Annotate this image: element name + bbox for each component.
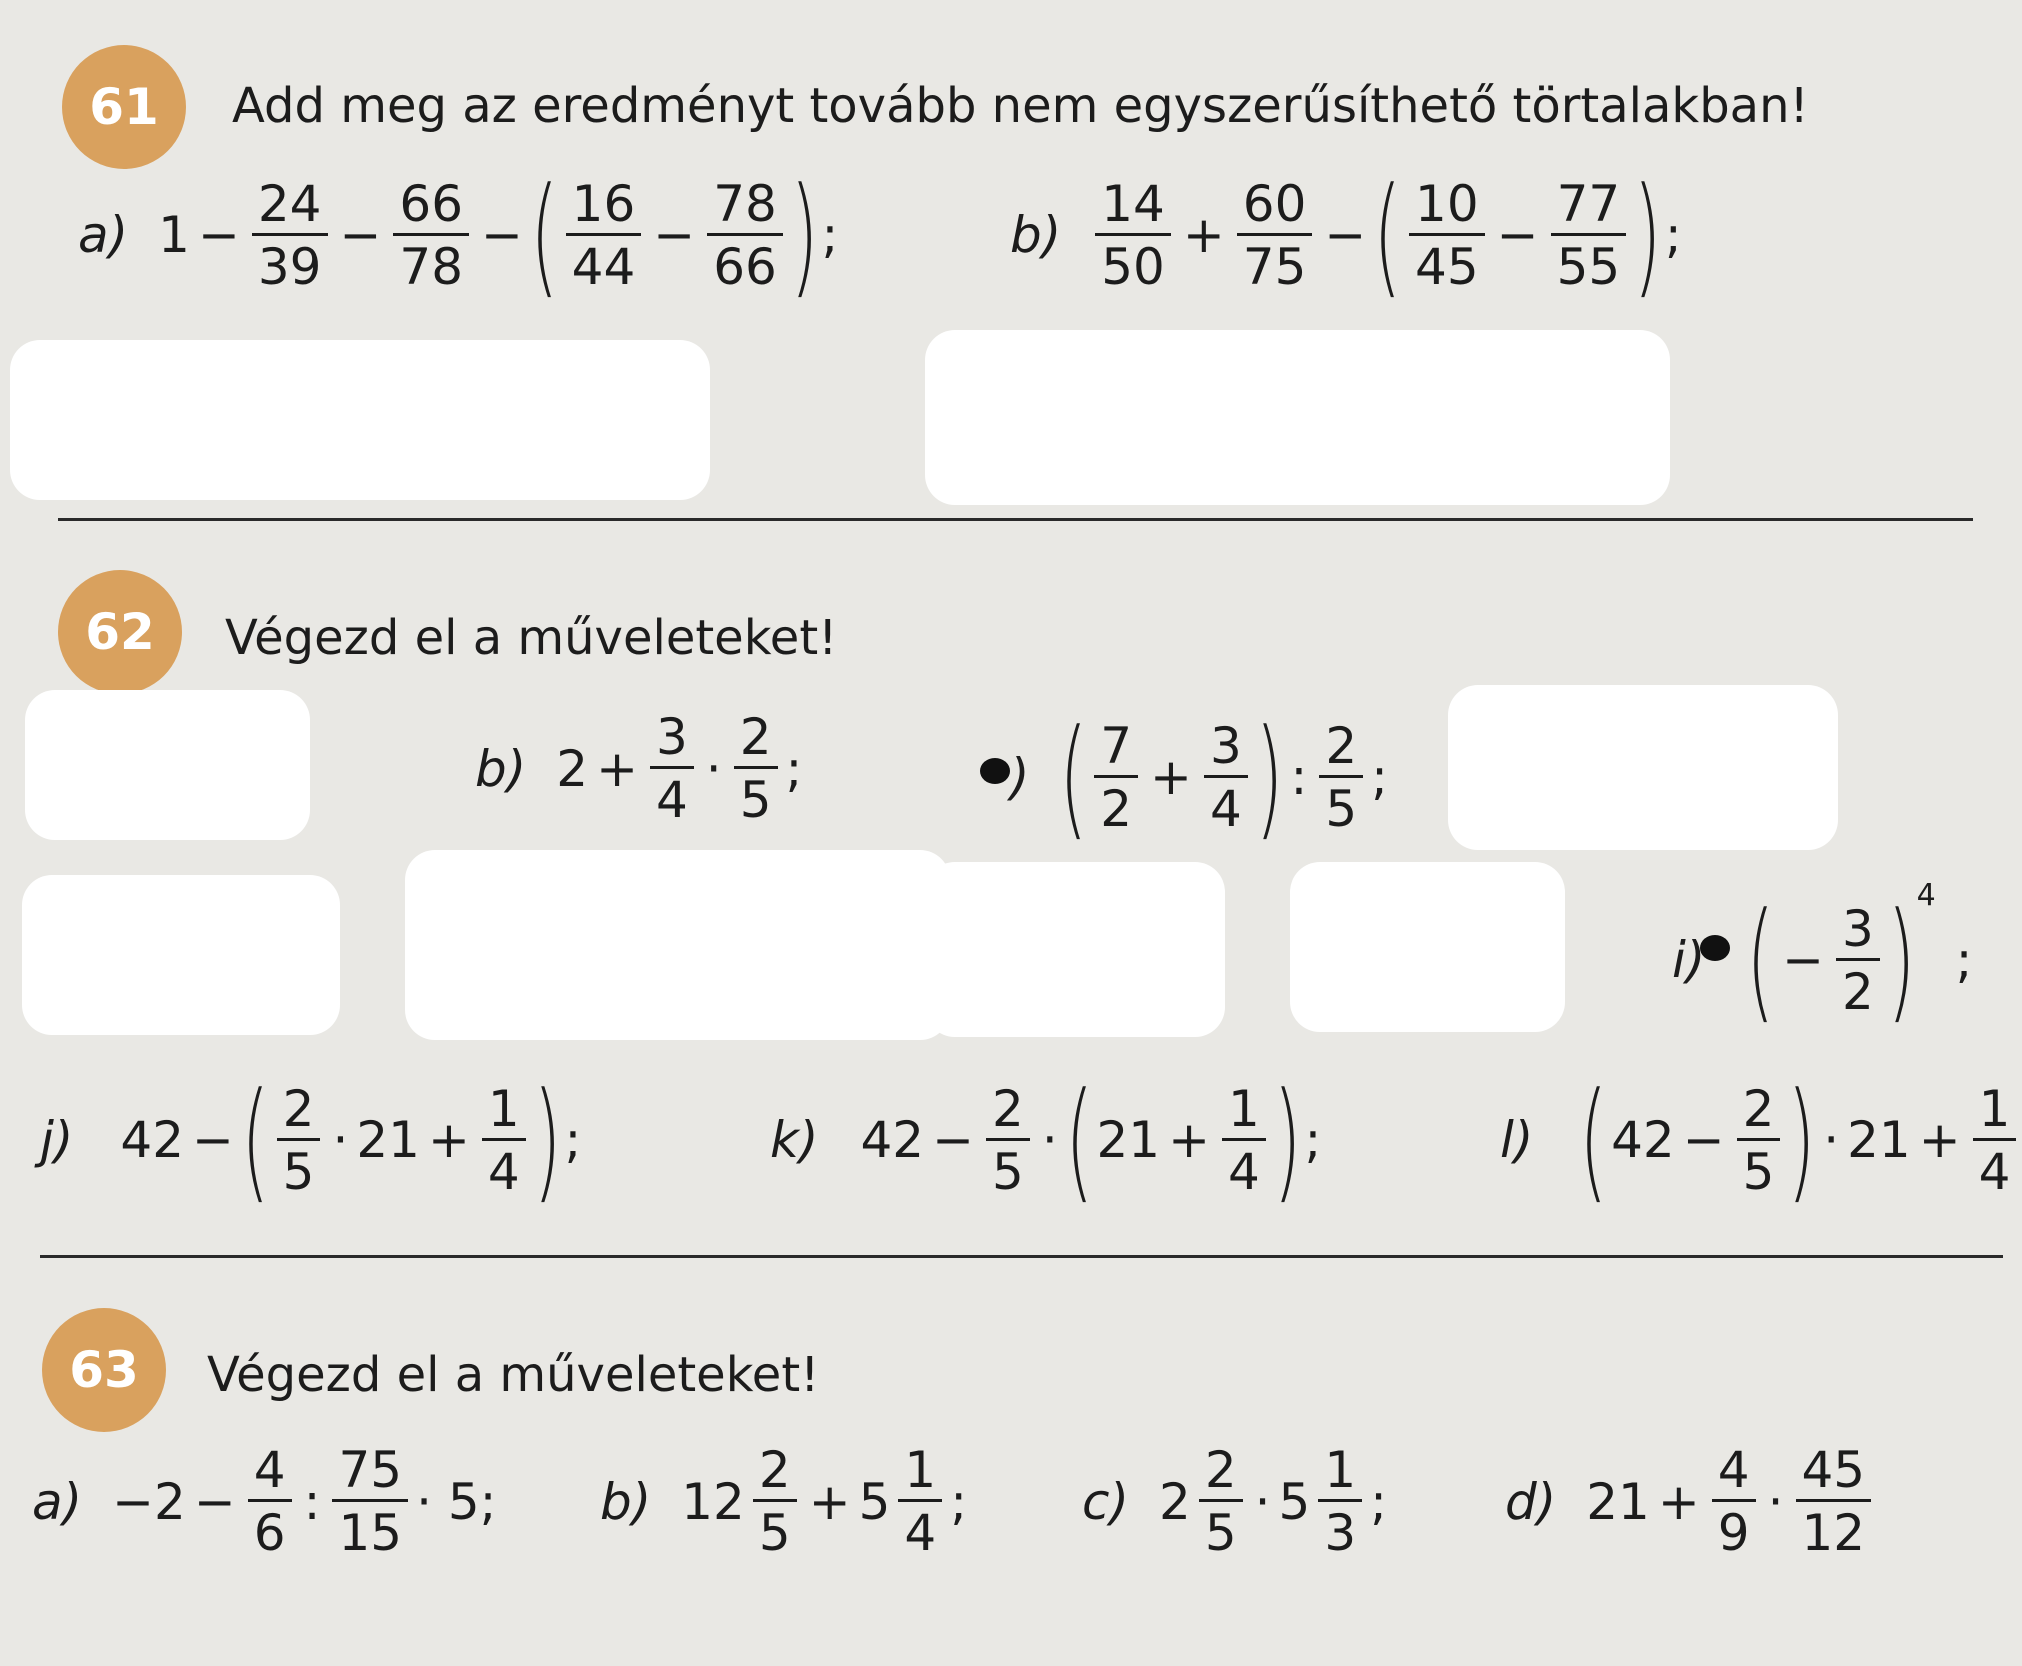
redaction-patch (925, 862, 1225, 1037)
fraction (252, 174, 328, 296)
fraction (1551, 174, 1627, 296)
semicolon: ; (564, 1111, 582, 1169)
redaction-patch (1448, 685, 1838, 850)
plus-sign: + (1657, 1472, 1700, 1531)
integer: 21 (1847, 1111, 1911, 1169)
dot-operator: · (1767, 1472, 1784, 1531)
left-paren: ( (1373, 159, 1402, 311)
left-paren: ( (1746, 884, 1775, 1036)
minus-sign: − (1496, 206, 1539, 264)
fraction (753, 1441, 797, 1562)
numerator: 14 (1095, 179, 1171, 236)
denominator: 66 (713, 237, 777, 296)
integer: 21 (1586, 1472, 1650, 1531)
numerator: 16 (566, 179, 642, 236)
minus-sign: − (1324, 206, 1367, 264)
plus-sign: + (596, 739, 638, 798)
numerator: 1 (898, 1445, 942, 1502)
dot-operator: · (1041, 1111, 1058, 1169)
fraction (1318, 1441, 1362, 1562)
denominator: 2 (1100, 779, 1133, 838)
numerator: 66 (393, 179, 469, 236)
item-label: k) (770, 1111, 819, 1169)
numerator: 1 (1222, 1084, 1266, 1141)
integer: 1 (158, 206, 190, 264)
denominator: 4 (1209, 779, 1242, 838)
fraction (1796, 1441, 1872, 1562)
problem-63-badge: 63 (42, 1308, 166, 1432)
semicolon: ; (950, 1472, 968, 1531)
semicolon: ; (1955, 931, 1973, 989)
plus-sign: + (1182, 206, 1225, 264)
plus-sign: + (1150, 748, 1192, 806)
integer: 21 (356, 1111, 420, 1169)
problem-62-badge: 62 (58, 570, 182, 694)
right-paren: ) (533, 1064, 562, 1216)
whole-part: 5 (1278, 1472, 1311, 1531)
denominator: 39 (257, 237, 322, 296)
item-label: b) (475, 739, 527, 798)
problem-62j-expression (40, 1064, 583, 1216)
integer: −2 (112, 1472, 186, 1531)
numerator: 2 (986, 1084, 1030, 1141)
item-label: ) (1010, 748, 1030, 806)
section-divider (40, 1255, 2003, 1258)
plus-sign: + (1918, 1111, 1961, 1169)
integer: 42 (1611, 1111, 1675, 1169)
numerator: 60 (1237, 179, 1313, 236)
numerator: 24 (252, 179, 328, 236)
fraction (1199, 1441, 1243, 1562)
left-paren: ( (241, 1064, 270, 1216)
dot-operator: · (705, 739, 722, 798)
numerator: 2 (753, 1445, 797, 1502)
dot-operator: · (1254, 1472, 1271, 1531)
fraction (248, 1441, 292, 1562)
denominator: 15 (338, 1504, 403, 1562)
numerator: 1 (1318, 1445, 1362, 1502)
denominator: 5 (1204, 1504, 1237, 1562)
denominator: 4 (904, 1504, 937, 1562)
numerator: 3 (1204, 721, 1248, 778)
fraction (1409, 174, 1485, 296)
denominator: 5 (758, 1504, 791, 1562)
fraction (1095, 174, 1171, 296)
fraction (1737, 1079, 1781, 1201)
problem-63c-expression (1082, 1441, 1389, 1562)
fraction (650, 708, 694, 829)
right-paren: ) (1633, 159, 1662, 311)
fraction (1319, 716, 1363, 838)
numerator: 2 (734, 712, 778, 769)
colon-operator: : (1290, 748, 1308, 806)
problem-63-instruction: Végezd el a műveleteket! (207, 1347, 820, 1403)
denominator: 50 (1101, 237, 1165, 296)
right-paren: ) (1273, 1064, 1302, 1216)
numerator: 2 (1737, 1084, 1781, 1141)
left-paren: ( (530, 159, 559, 311)
denominator: 4 (1227, 1142, 1260, 1201)
plus-sign: + (1168, 1111, 1210, 1169)
expression-tail: · 5; (416, 1472, 497, 1531)
integer: 42 (860, 1111, 925, 1169)
fraction (482, 1079, 526, 1201)
denominator: 9 (1717, 1504, 1750, 1562)
problem-62i-expression (1672, 878, 1975, 1036)
denominator: 5 (1742, 1142, 1775, 1201)
minus-sign: − (481, 206, 523, 264)
problem-63a-expression (32, 1441, 499, 1562)
numerator: 7 (1094, 721, 1138, 778)
fraction (707, 174, 783, 296)
fraction (1222, 1079, 1266, 1201)
numerator: 45 (1796, 1445, 1872, 1502)
exponent: 4 (1916, 878, 1936, 913)
whole-part: 12 (681, 1472, 745, 1531)
plus-sign: + (428, 1111, 470, 1169)
left-paren: ( (1058, 701, 1087, 853)
right-paren: ) (1887, 884, 1916, 1036)
minus-sign: − (197, 206, 240, 264)
fraction (1973, 1079, 2017, 1201)
fraction (734, 708, 778, 829)
redaction-patch (10, 340, 710, 500)
numerator: 2 (1319, 721, 1363, 778)
problem-62c-expression (1010, 701, 1390, 853)
denominator: 12 (1801, 1504, 1866, 1562)
fraction (1204, 716, 1248, 838)
problem-63d-expression (1505, 1441, 1877, 1562)
item-label: a) (32, 1472, 83, 1531)
whole-part: 5 (858, 1472, 891, 1531)
minus-sign: − (339, 206, 382, 264)
numerator: 3 (1836, 904, 1880, 961)
fraction (898, 1441, 942, 1562)
right-paren: ) (1255, 701, 1284, 853)
redaction-patch (1290, 862, 1565, 1032)
fraction (332, 1441, 408, 1562)
problem-61a-expression (78, 159, 840, 311)
denominator: 6 (253, 1504, 286, 1562)
denominator: 78 (399, 237, 464, 296)
fraction (1237, 174, 1313, 296)
denominator: 4 (1978, 1142, 2011, 1201)
fraction (277, 1079, 321, 1201)
fraction (393, 174, 469, 296)
integer: 42 (120, 1111, 185, 1169)
denominator: 5 (282, 1142, 315, 1201)
section-divider (58, 518, 1973, 521)
right-paren: ) (790, 159, 819, 311)
denominator: 55 (1556, 237, 1621, 296)
minus-sign: − (653, 206, 696, 264)
fraction (566, 174, 642, 296)
problem-62b-expression (475, 708, 804, 829)
fraction (986, 1079, 1030, 1201)
whole-part: 2 (1159, 1472, 1191, 1531)
redaction-patch (405, 850, 950, 1040)
right-paren: ) (1787, 1064, 1816, 1216)
numerator: 1 (1973, 1084, 2017, 1141)
plus-sign: + (808, 1472, 851, 1531)
denominator: 44 (571, 237, 636, 296)
denominator: 3 (1324, 1504, 1357, 1562)
denominator: 4 (487, 1142, 520, 1201)
problem-62k-expression (770, 1064, 1323, 1216)
item-label: b) (600, 1472, 652, 1531)
colon-operator: : (303, 1472, 321, 1531)
semicolon: ; (1370, 1472, 1388, 1531)
semicolon: ; (1304, 1111, 1322, 1169)
denominator: 75 (1242, 237, 1307, 296)
dot-operator: · (332, 1111, 349, 1169)
problem-63b-expression (600, 1441, 969, 1562)
numerator: 4 (248, 1445, 292, 1502)
minus-sign: − (192, 1111, 234, 1169)
numerator: 2 (1199, 1445, 1243, 1502)
numerator: 75 (332, 1445, 408, 1502)
problem-61-badge: 61 (62, 45, 186, 169)
ink-blot (980, 758, 1010, 784)
minus-sign: − (193, 1472, 236, 1531)
numerator: 10 (1409, 179, 1485, 236)
item-label: l) (1500, 1111, 1534, 1169)
fraction (1094, 716, 1138, 838)
numerator: 4 (1712, 1445, 1756, 1502)
numerator: 2 (277, 1084, 321, 1141)
integer: 21 (1096, 1111, 1161, 1169)
denominator: 45 (1415, 237, 1479, 296)
dot-operator: · (1823, 1111, 1840, 1169)
integer: 2 (556, 739, 589, 798)
numerator: 78 (707, 179, 783, 236)
denominator: 5 (992, 1142, 1024, 1201)
fraction (1712, 1441, 1756, 1562)
semicolon: ; (1664, 206, 1682, 264)
fraction (1836, 899, 1880, 1021)
problem-62-instruction: Végezd el a műveleteket! (225, 610, 838, 666)
numerator: 3 (650, 712, 694, 769)
minus-sign: − (932, 1111, 974, 1169)
item-label: a) (78, 206, 129, 264)
semicolon: ; (785, 739, 803, 798)
minus-sign: − (1782, 931, 1825, 989)
redaction-patch (925, 330, 1670, 505)
item-label: b) (1010, 206, 1062, 264)
semicolon: ; (1371, 748, 1389, 806)
left-paren: ( (1065, 1064, 1094, 1216)
problem-61-instruction: Add meg az eredményt tovább nem egyszerűsíthető törtalakban! (232, 78, 1809, 134)
denominator: 5 (1325, 779, 1358, 838)
problem-62l-expression (1500, 1064, 2022, 1216)
item-label: i) (1672, 931, 1706, 989)
numerator: 1 (482, 1084, 526, 1141)
item-label: j) (40, 1111, 74, 1169)
redaction-patch (25, 690, 310, 840)
item-label: c) (1082, 1472, 1129, 1531)
semicolon: ; (821, 206, 839, 264)
denominator: 5 (739, 771, 772, 829)
denominator: 4 (655, 771, 688, 829)
numerator: 77 (1551, 179, 1627, 236)
problem-61b-expression (1010, 159, 1684, 311)
left-paren: ( (1579, 1064, 1608, 1216)
denominator: 2 (1842, 962, 1874, 1021)
minus-sign: − (1682, 1111, 1725, 1169)
item-label: d) (1505, 1472, 1557, 1531)
redaction-patch (22, 875, 340, 1035)
